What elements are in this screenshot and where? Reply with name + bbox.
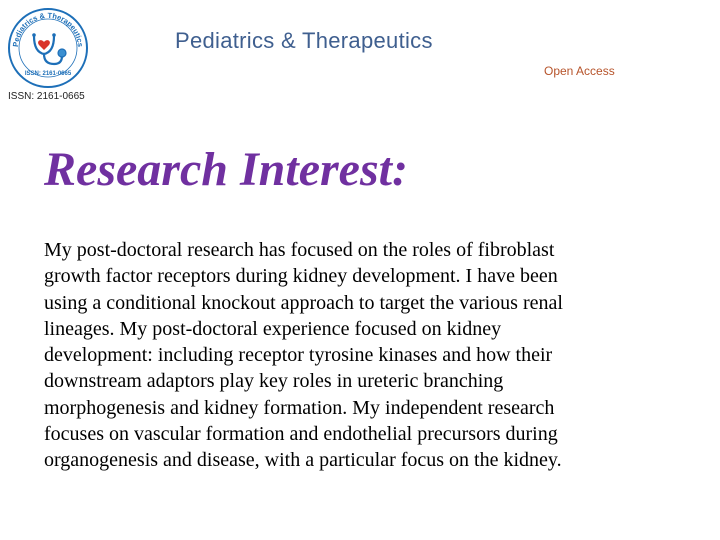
paragraph-line: My post-doctoral research has focused on the roles of fibroblast <box>44 239 555 261</box>
logo-issn-text: ISSN: 2161-0665 <box>24 71 72 77</box>
paragraph-line: using a conditional knockout approach to target the various renal <box>44 291 563 314</box>
journal-logo <box>6 6 90 90</box>
paragraph-line: development: including receptor tyrosine kinases and how their <box>44 344 553 367</box>
journal-seal-icon <box>6 6 90 90</box>
paragraph-line: organogenesis and disease, with a particular focus on the kidney. <box>44 449 562 472</box>
paragraph-line: downstream adaptors play key roles in ureteric branching <box>44 370 504 393</box>
paragraph-line: morphogenesis and kidney formation. My independent research <box>44 396 555 419</box>
logo-ring-text: Pediatrics & Therapeutics <box>10 10 86 48</box>
issn-label: ISSN: 2161-0665 <box>8 91 85 102</box>
journal-title: Pediatrics & Therapeutics <box>175 28 433 53</box>
paragraph-line: lineages. My post-doctoral experience focused on kidney <box>44 317 502 340</box>
paragraph-line: growth factor receptors during kidney development. I have been <box>44 265 558 288</box>
paragraph-line: focuses on vascular formation and endothelial precursors during <box>44 423 558 446</box>
section-heading: Research Interest: <box>44 143 408 196</box>
open-access-label: Open Access <box>544 64 615 78</box>
research-interest-paragraph <box>44 237 684 474</box>
